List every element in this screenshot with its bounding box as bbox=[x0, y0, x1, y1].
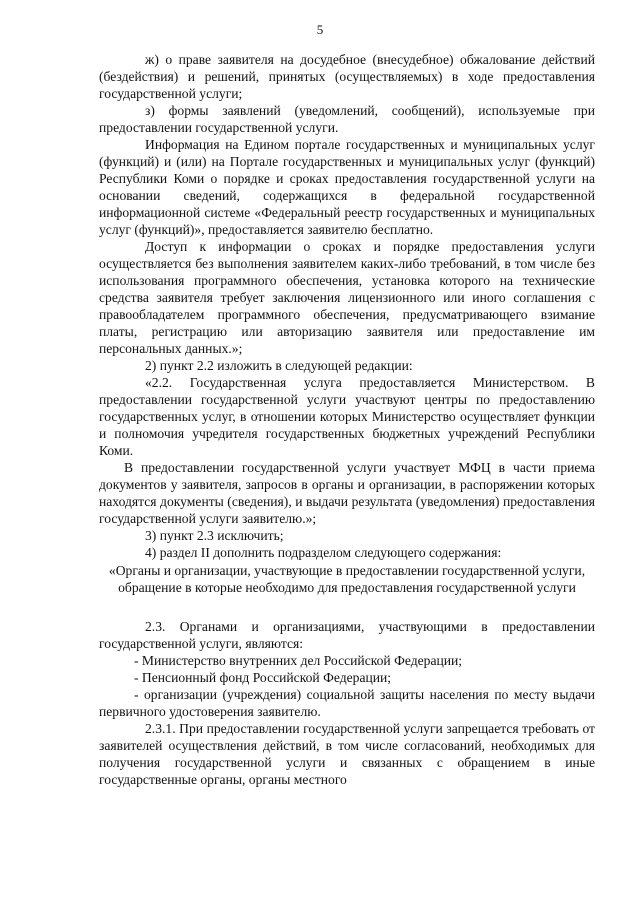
list-item-2: 2) пункт 2.2 изложить в следующей редакции: bbox=[145, 358, 413, 373]
page-number: 5 bbox=[316, 22, 324, 37]
paragraph-z: з) формы заявлений (уведомлений, сообщений), используемые при предоставлении государственной услуги. bbox=[99, 103, 595, 135]
dash-item-social: - организации (учреждения) социальной защиты населения по месту выдачи первичного удостоверения заявителю. bbox=[99, 687, 595, 719]
paragraph-2-3: 2.3. Органами и организациями, участвующими в предоставлении государственной услуги, являются: bbox=[99, 619, 595, 651]
paragraph-2-3-1: 2.3.1. При предоставлении государственной услуги запрещается требовать от заявителей осуществления действий, в том числе согласований, необходимых для получения государственной услуги и связанных с обращением в иные государственные органы, органы местного bbox=[99, 721, 595, 787]
paragraph-2-2: «2.2. Государственная услуга предоставляется Министерством. В предоставлении государственной услуги участвуют центры по предоставлению государственных услуг, в отношении которых Министерство осуществляет функции и полномочия учредителя государственных бюджетных учреждений Республики Коми. bbox=[99, 375, 595, 458]
dash-item-mvd: - Министерство внутренних дел Российской Федерации; bbox=[134, 653, 463, 668]
list-item-4: 4) раздел II дополнить подразделом следующего содержания: bbox=[145, 545, 502, 560]
paragraph-mfc: В предоставлении государственной услуги участвует МФЦ в части приема документов у заявителя, запросов в органы и организации, в распоряжении которых находятся документы (сведения), и выдачи результата (уведомления) предоставления государственной услуги заявителю.»; bbox=[99, 460, 595, 526]
dash-item-pfr: - Пенсионный фонд Российской Федерации; bbox=[134, 670, 392, 685]
document-body bbox=[99, 51, 595, 788]
spacer bbox=[99, 596, 595, 618]
paragraph-access-info: Доступ к информации о сроках и порядке предоставления услуги осуществляется без выполнения заявителем каких-либо требований, в том числе без использования программного обеспечения, установка которого на технические средства заявителя требует заключения лицензионного или иного соглашения с правообладателем программного обеспечения, предусматривающего взимание платы, регистрацию или авторизацию заявителя или предоставление им персональных данных.»; bbox=[99, 239, 595, 356]
paragraph-portal-info: Информация на Едином портале государственных и муниципальных услуг (функций) и (или) на Портале государственных и муниципальных услуг (функций) Республики Коми о порядке и сроках предоставления государственной услуги на основании сведений, содержащихся в федеральной государственной информационной системе «Федеральный реестр государственных и муниципальных услуг (функций)», предоставляется заявителю бесплатно. bbox=[99, 137, 595, 237]
list-item-3: 3) пункт 2.3 исключить; bbox=[145, 528, 284, 543]
paragraph-zh: ж) о праве заявителя на досудебное (внесудебное) обжалование действий (бездействия) и решений, принятых (осуществляемых) в ходе предоставления государственной услуги; bbox=[99, 52, 595, 101]
section-heading: «Органы и организации, участвующие в предоставлении государственной услуги, обращение в которые необходимо для предоставления государственной услуги bbox=[108, 563, 586, 595]
